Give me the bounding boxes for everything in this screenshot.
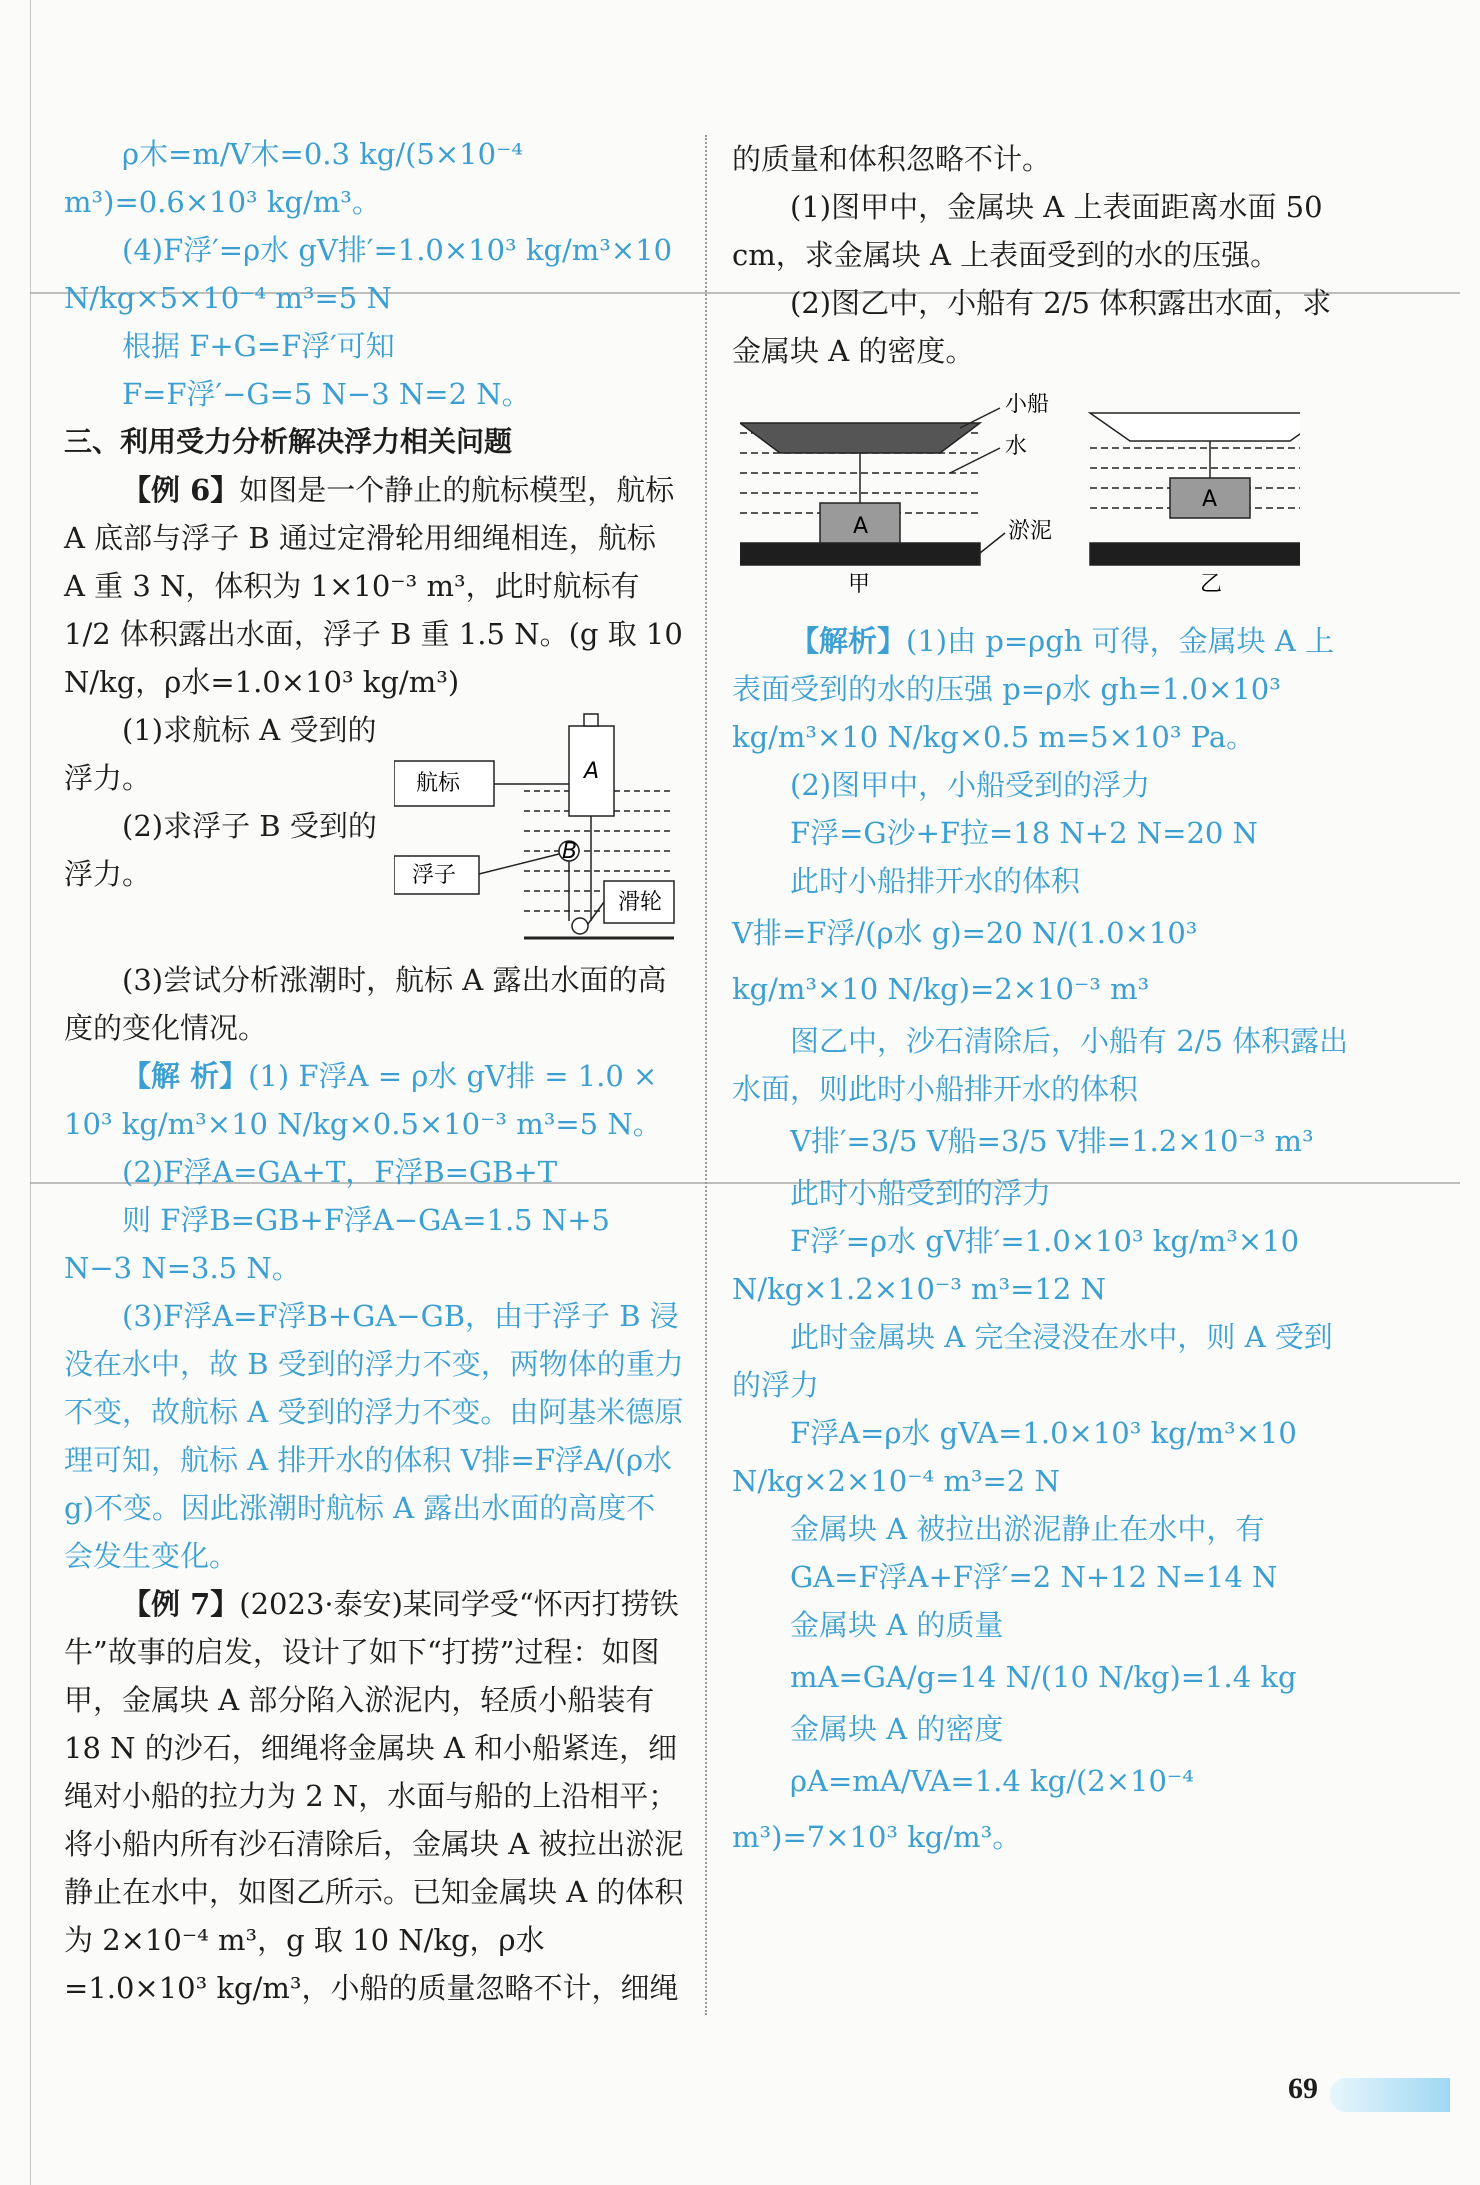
page-number: 69 [1288,2072,1318,2105]
solution-7-line-13: GA=F浮A+F浮′=2 N+12 N=14 N [790,1560,1278,1594]
solution-7-text-1: (1)由 p=ρgh 可得，金属块 A 上表面受到的水的压强 p=ρ水 gh=1.0×10³ kg/m³×10 N/kg×0.5 m=5×10³ Pa。 [732,624,1335,754]
solution-7-line-10: 此时金属块 A 完全浸没在水中，则 A 受到的浮力 [732,1320,1333,1402]
right-column [732,135,1352,1865]
caption-jia: 甲 [848,572,871,593]
example-6-question-3: (3)尝试分析涨潮时，航标 A 露出水面的高度的变化情况。 [64,963,667,1045]
solution-7-line-9: F浮′=ρ水 gV排′=1.0×10³ kg/m³×10 N/kg×1.2×10⁻³ m³=12 N [732,1224,1300,1306]
example-6-question-1: (1)求航标 A 受到的浮力。 [64,713,377,795]
section-title: 三、利用受力分析解决浮力相关问题 [64,425,513,458]
label-water: 水 [1005,434,1028,459]
formula-buoyancy-4: (4)F浮′=ρ水 gV排′=1.0×10³ kg/m³×10 N/kg×5×10⁻⁴ m³=5 N [64,233,673,315]
boat-salvage-figure [740,393,1300,593]
example-6-question-2: (2)求浮子 B 受到的浮力。 [64,809,377,891]
solution-6-line-1 [64,1052,684,1148]
solution-7-line-16: 金属块 A 的密度 [790,1712,1004,1746]
solution-6-tag: 【解 析】 [122,1059,249,1093]
solution-7-line-6: 图乙中，沙石清除后，小船有 2/5 体积露出水面，则此时小船排开水的体积 [732,1024,1349,1106]
text-according: 根据 F+G=F浮′可知 [122,329,395,363]
solution-7-line-1 [732,617,1352,761]
example-6-questions-with-figure [64,706,684,956]
example-6-stem [64,466,684,706]
solution-6-line-3: 则 F浮B=GB+F浮A−GA=1.5 N+5 N−3 N=3.5 N。 [64,1203,610,1285]
solution-6-text-1: (1) F浮A = ρ水 gV排 = 1.0 × 10³ kg/m³×10 N/kg×0.5×10⁻³ m³=5 N。 [64,1059,662,1141]
solution-7-line-3: F浮=G沙+F拉=18 N+2 N=20 N [790,816,1258,850]
solution-7-line-12: 金属块 A 被拉出淤泥静止在水中，有 [790,1512,1265,1546]
left-column [64,130,684,2012]
solution-7-line-4: 此时小船排开水的体积 [790,864,1081,898]
label-hualun: 滑轮 [618,890,663,915]
solution-7-line-14: 金属块 A 的质量 [790,1608,1004,1642]
solution-7-tag: 【解析】 [790,624,907,658]
example-7-question-1: (1)图甲中，金属块 A 上表面距离水面 50 cm，求金属块 A 上表面受到的水的压强。 [732,190,1323,272]
label-boat: 小船 [1005,393,1050,417]
label-block-a-jia: A [853,514,869,539]
formula-force-result: F=F浮′−G=5 N−3 N=2 N。 [122,377,531,411]
formula-rho-wood: ρ木=m/V木=0.3 kg/(5×10⁻⁴ m³)=0.6×10³ kg/m³。 [64,137,524,219]
solution-6-line-2: (2)F浮A=GA+T，F浮B=GB+T [122,1155,558,1189]
label-block-a-yi: A [1202,487,1218,512]
label-buoy-a: A [584,759,600,784]
page-tab-decoration [1330,2078,1450,2112]
solution-7-line-11: F浮A=ρ水 gVA=1.0×10³ kg/m³×10 N/kg×2×10⁻⁴ m³=2 N [732,1416,1297,1498]
solution-7-line-7: V排′=3/5 V船=3/5 V排=1.2×10⁻³ m³ [790,1124,1314,1158]
example-7-stem [64,1580,684,2012]
example-7-question-2: (2)图乙中，小船有 2/5 体积露出水面，求金属块 A 的密度。 [732,286,1332,368]
example-7-tag: 【例 7】 [122,1587,240,1621]
label-float-b: B [562,839,578,864]
example-6-tag: 【例 6】 [122,473,240,507]
solution-7-line-5: V排=F浮/(ρ水 g)=20 N/(1.0×10³ kg/m³×10 N/kg)=2×10⁻³ m³ [732,916,1198,1006]
solution-7-line-2: (2)图甲中，小船受到的浮力 [790,768,1151,802]
example-6-text: 如图是一个静止的航标模型，航标 A 底部与浮子 B 通过定滑轮用细绳相连，航标 A 重 3 N，体积为 1×10⁻³ m³，此时航标有 1/2 体积露出水面，浮子 B 重 1.5 N。(g 取 10 N/kg，ρ水=1.0×10³ kg/m³) [64,473,683,699]
solution-6-line-4: (3)F浮A=F浮B+GA−GB，由于浮子 B 浸没在水中，故 B 受到的浮力不变，两物体的重力不变，故航标 A 受到的浮力不变。由阿基米德原理可知，航标 A 排开水的体积 V排=F浮A/(ρ水 g)不变。因此涨潮时航标 A 露出水面的高度不会发生变化。 [64,1299,684,1573]
label-mud: 淤泥 [1008,519,1053,544]
label-hangbiao: 航标 [416,771,461,796]
caption-yi: 乙 [1200,572,1223,593]
buoy-model-figure [394,706,684,946]
label-fuzi: 浮子 [412,863,457,888]
example-7-text: (2023·泰安)某同学受“怀丙打捞铁牛”故事的启发，设计了如下“打捞”过程：如图甲，金属块 A 部分陷入淤泥内，轻质小船装有 18 N 的沙石，细绳将金属块 A 和小船紧连，细绳对小船的拉力为 2 N，水面与船的上沿相平；将小船内所有沙石清除后，金属块 A 被拉出淤泥静止在水中，如图乙所示。已知金属块 A 的体积为 2×10⁻⁴ m³，g 取 10 N/kg，ρ水=1.0×10³ kg/m³，小船的质量忽略不计，细绳 [64,1587,684,2005]
column-divider [705,135,707,2015]
solution-7-line-8: 此时小船受到的浮力 [790,1176,1052,1210]
solution-7-line-15: mA=GA/g=14 N/(10 N/kg)=1.4 kg [790,1660,1297,1694]
solution-7-line-17: ρA=mA/VA=1.4 kg/(2×10⁻⁴ m³)=7×10³ kg/m³。 [732,1764,1194,1854]
example-7-continued: 的质量和体积忽略不计。 [732,142,1052,176]
